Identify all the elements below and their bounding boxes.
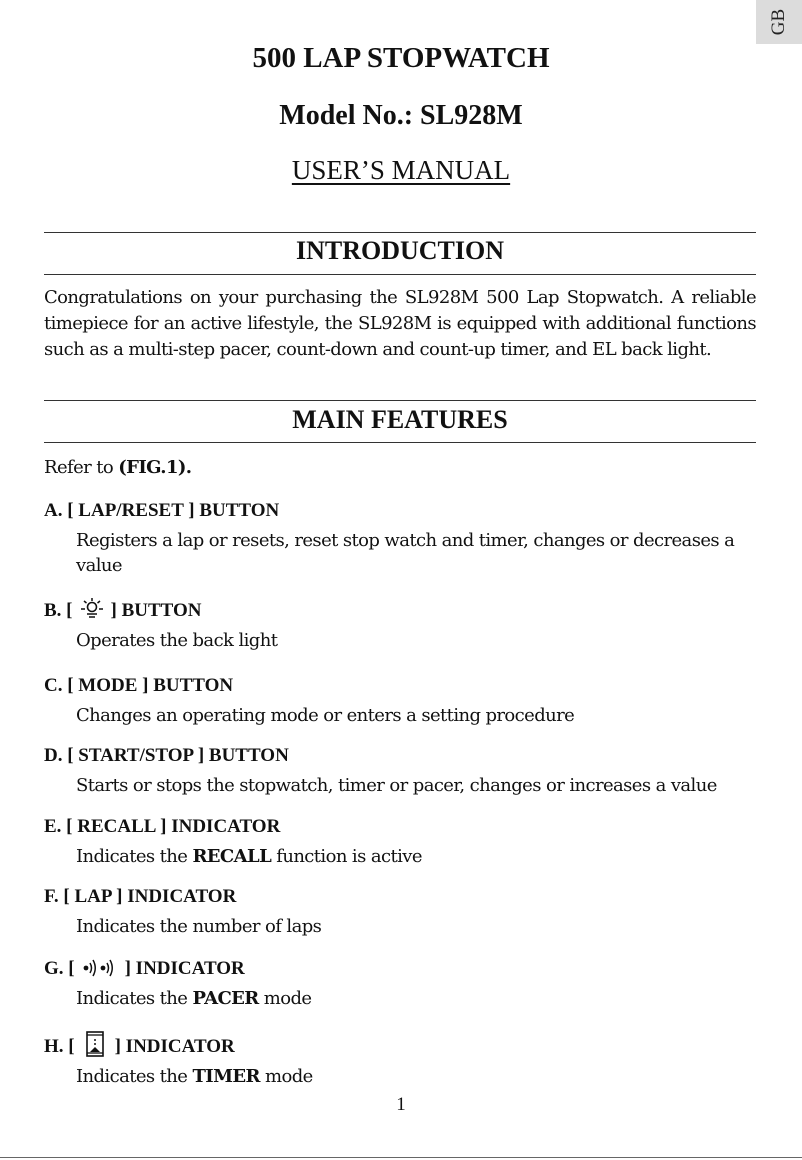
figure-reference: Refer to (FIG.1). <box>44 457 192 478</box>
divider <box>44 274 756 275</box>
feature-item-pacer <box>44 956 756 1011</box>
feature-description: Indicates the number of laps <box>76 916 322 937</box>
feature-description: Operates the back light <box>76 630 278 651</box>
page-title: 500 LAP STOPWATCH <box>252 42 550 74</box>
features-heading: MAIN FEATURES <box>292 405 508 434</box>
hourglass-timer-icon <box>85 1030 105 1064</box>
intro-text: Congratulations on your purchasing the SL928M 500 Lap Stopwatch. A reliable timepiece for an active lifestyle, the SL928M is equipped with additional functions such as a multi-step pacer, count-down and count-up timer, and EL back light. <box>44 287 756 360</box>
manual-subtitle: USER’S MANUAL <box>291 155 511 185</box>
feature-heading: A. [ LAP/RESET ] BUTTON <box>44 500 280 521</box>
feature-description: Indicates the RECALL function is active <box>76 846 422 867</box>
feature-item-timer <box>44 1034 756 1089</box>
language-tab-label: GB <box>768 8 789 36</box>
feature-heading: H. [ ] INDICATOR <box>44 1034 756 1060</box>
backlight-icon <box>79 596 105 626</box>
feature-heading: G. [ ] INDICATOR <box>44 956 756 982</box>
pacer-sound-icon <box>81 955 119 983</box>
feature-description: Indicates the PACER mode <box>76 988 312 1009</box>
feature-heading: C. [ MODE ] BUTTON <box>44 675 234 696</box>
feature-heading: D. [ START/STOP ] BUTTON <box>44 745 289 766</box>
language-tab <box>756 0 802 44</box>
feature-description: Registers a lap or resets, reset stop watch and timer, changes or decreases a value <box>76 530 735 576</box>
intro-heading: INTRODUCTION <box>295 236 505 265</box>
divider <box>44 400 756 401</box>
page-bottom-edge <box>0 1157 802 1158</box>
feature-item-lap <box>44 884 756 939</box>
figure-label: (FIG.1). <box>118 457 192 478</box>
divider <box>44 442 756 443</box>
feature-description: Indicates the TIMER mode <box>76 1066 313 1087</box>
page-number: 1 <box>396 1094 406 1115</box>
feature-heading: F. [ LAP ] INDICATOR <box>44 886 237 907</box>
feature-heading: B. [ ] BUTTON <box>44 598 756 624</box>
feature-item-backlight <box>44 598 756 653</box>
feature-item-mode <box>44 673 756 728</box>
model-number: Model No.: SL928M <box>279 100 523 131</box>
feature-description: Changes an operating mode or enters a setting procedure <box>76 705 575 726</box>
feature-item-recall <box>44 814 756 869</box>
feature-item-lap-reset <box>44 498 756 578</box>
feature-heading: E. [ RECALL ] INDICATOR <box>44 816 281 837</box>
divider <box>44 232 756 233</box>
feature-description: Starts or stops the stopwatch, timer or pacer, changes or increases a value <box>76 775 717 796</box>
feature-item-start-stop <box>44 743 756 798</box>
